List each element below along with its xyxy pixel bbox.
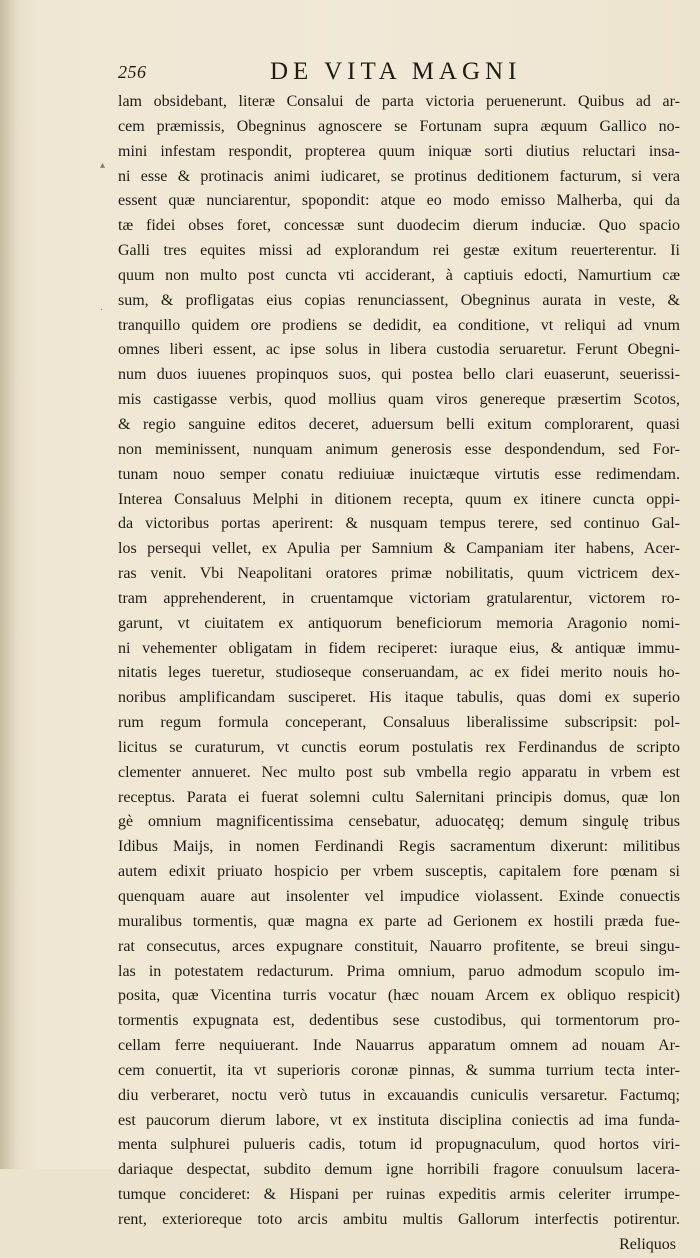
text-line: mini infestam respondit, propterea quum iniquæ sorti diutius reluctari insa- xyxy=(118,142,680,160)
text-line: ras venit. Vbi Neapolitani oratores primæ nobilitatis, quum victricem dex- xyxy=(118,565,680,583)
text-line: ni esse & protinacis animi iudicaret, se protinus deditionem facturum, si vera xyxy=(118,167,680,185)
text-line: sum, & profligatas eius copias renunciassent, Obegninus aurata in veste, & xyxy=(118,291,680,309)
text-line: est paucorum dierum labore, vt ex instituta disciplina coniectis ad ima funda- xyxy=(118,1111,680,1129)
catchword: Reliquos xyxy=(619,1235,676,1253)
text-line: posita, quæ Vicentina turris vocatur (hæc nouam Arcem ex obliquo respicit) xyxy=(118,987,680,1005)
text-line: autem edixit priuato hospicio per vrbem susceptis, capitalem fore pœnam si xyxy=(118,863,680,881)
text-line: tormentis expugnata est, dedentibus sese custodibus, qui tormentorum pro- xyxy=(118,1012,680,1030)
text-line: da victoribus portas aperirent: & nusquam tempus terere, sed continuo Gal- xyxy=(118,515,680,533)
text-line: omnes liberi essent, ac ipse solus in libera custodia seruaretur. Ferunt Obegni- xyxy=(118,341,680,359)
text-line: mis castigasse verbis, quod mollius quam viros genereque præsertim Scotos, xyxy=(118,391,680,409)
text-line: Interea Consaluus Melphi in ditionem recepta, quum ex itinere cuncta oppi- xyxy=(118,490,680,508)
text-line: cem præmissis, Obegninus agnoscere se Fortunam supra æquum Gallico no- xyxy=(118,117,680,135)
text-line: cellam ferre nequiuerant. Inde Nauarrus apparatum omnem ad nouam Ar- xyxy=(118,1037,680,1055)
text-line: gè omnium magnificentissima censebatur, aduocatęq; demum singulę tribus xyxy=(118,813,680,831)
text-line: num duos iuuenes propinquos suos, qui postea bello clari euaserunt, seuerissi- xyxy=(118,366,680,384)
text-line: tranquillo quidem ore prodiens se dedidit, ea conditione, vt reliqui ad vnum xyxy=(118,316,680,334)
running-title: DE VITA MAGNI xyxy=(270,58,522,85)
page-number: 256 xyxy=(118,62,147,82)
text-line: tumque concideret: & Hispani per ruinas expeditis armis celeriter irrumpe- xyxy=(118,1186,680,1204)
text-line: quum non multo post cuncta vti acciderant, à captiuis edocti, Namurtium cæ xyxy=(118,266,680,284)
text-line: & regio sanguine editos deceret, aduersum belli exitum complorarent, quasi xyxy=(118,415,680,433)
text-line: los persequi vellet, ex Apulia per Samnium & Campaniam iter habens, Acer- xyxy=(118,540,680,558)
text-line: non meminissent, nunquam animum generosis esse despondendum, sed For- xyxy=(118,440,680,458)
margin-mark: · xyxy=(100,305,104,316)
text-line: tram apprehenderent, in cruentamque victoriam gratularentur, victorem ro- xyxy=(118,589,680,607)
text-line: cem conuertit, ita vt superioris coronæ pinnas, & summa turrium tecta inter- xyxy=(118,1061,680,1079)
text-line: rum regum formula conceperant, Consaluus liberalissime subscripsit: pol- xyxy=(118,714,680,732)
text-line: dariaque despectat, subdito demum igne horribili fragore conuulsum lacera- xyxy=(118,1161,680,1179)
margin-mark: ▴ xyxy=(100,160,106,171)
text-line: tæ fidei obses foret, concessæ sunt duodecim dierum induciæ. Quo spacio xyxy=(118,217,680,235)
gutter-shadow xyxy=(0,0,18,1169)
text-line: rat consecutus, arces expugnare constituit, Nauarro profitente, se breui singu- xyxy=(118,937,680,955)
text-line: quenquam auare aut insolenter vel impudice violassent. Exinde conuectis xyxy=(118,888,680,905)
text-line: Galli tres equites missi ad explorandum rei gestæ exitum reuerterentur. Ii xyxy=(118,242,680,260)
text-line: menta sulphurei pulueris cadis, totum id propugnaculum, quod hortos viri- xyxy=(118,1136,680,1154)
text-line: tunam nouo semper conatu rediuiuæ inuictæque virtutis esse redimendam. xyxy=(118,465,680,483)
text-line: rent, exterioreque toto arcis ambitu multis Gallorum interfectis potirentur. xyxy=(118,1210,680,1228)
text-line: licitus se curaturum, vt cunctis eorum postulatis rex Ferdinandus de scripto xyxy=(118,738,680,756)
body-text xyxy=(118,90,680,1258)
text-line: clementer annueret. Nec multo post sub vmbella regio apparatu in vrbem est xyxy=(118,763,680,781)
page-header xyxy=(118,58,678,88)
text-line: garunt, vt ciuitatem ex antiquorum beneficiorum memoria Aragonio nomi- xyxy=(118,614,680,632)
text-line: muralibus tormentis, quæ magna ex parte ad Gerionem ex hostili præda fue- xyxy=(118,912,680,930)
text-line: essent quæ nunciarentur, spopondit: atque eo modo emisso Malherba, qui da xyxy=(118,192,680,210)
text-line: diu verberaret, noctu verò tutus in excauandis cuniculis versaretur. Factumq; xyxy=(118,1086,680,1104)
text-line: las in potestatem redacturum. Prima omnium, paruo admodum scopulo im- xyxy=(118,962,680,980)
text-line: lam obsidebant, literæ Consalui de parta victoria peruenerunt. Quibus ad ar- xyxy=(118,93,680,110)
text-line: Idibus Maijs, in nomen Ferdinandi Regis sacramentum dixerunt: militibus xyxy=(118,838,680,856)
text-line: nitatis leges tueretur, studioseque conseruandam, ac ex fidei merito nouis ho- xyxy=(118,664,680,682)
text-line: noribus amplificandam susciperet. His itaque tabulis, quas domi ex superio xyxy=(118,689,680,707)
text-line: receptus. Parata ei fuerat solemni cultu Salernitani principis domus, quæ lon xyxy=(118,788,680,806)
text-line: ni vehementer obligatam in fidem reciperet: iuraque eius, & antiquæ immu- xyxy=(118,639,680,657)
